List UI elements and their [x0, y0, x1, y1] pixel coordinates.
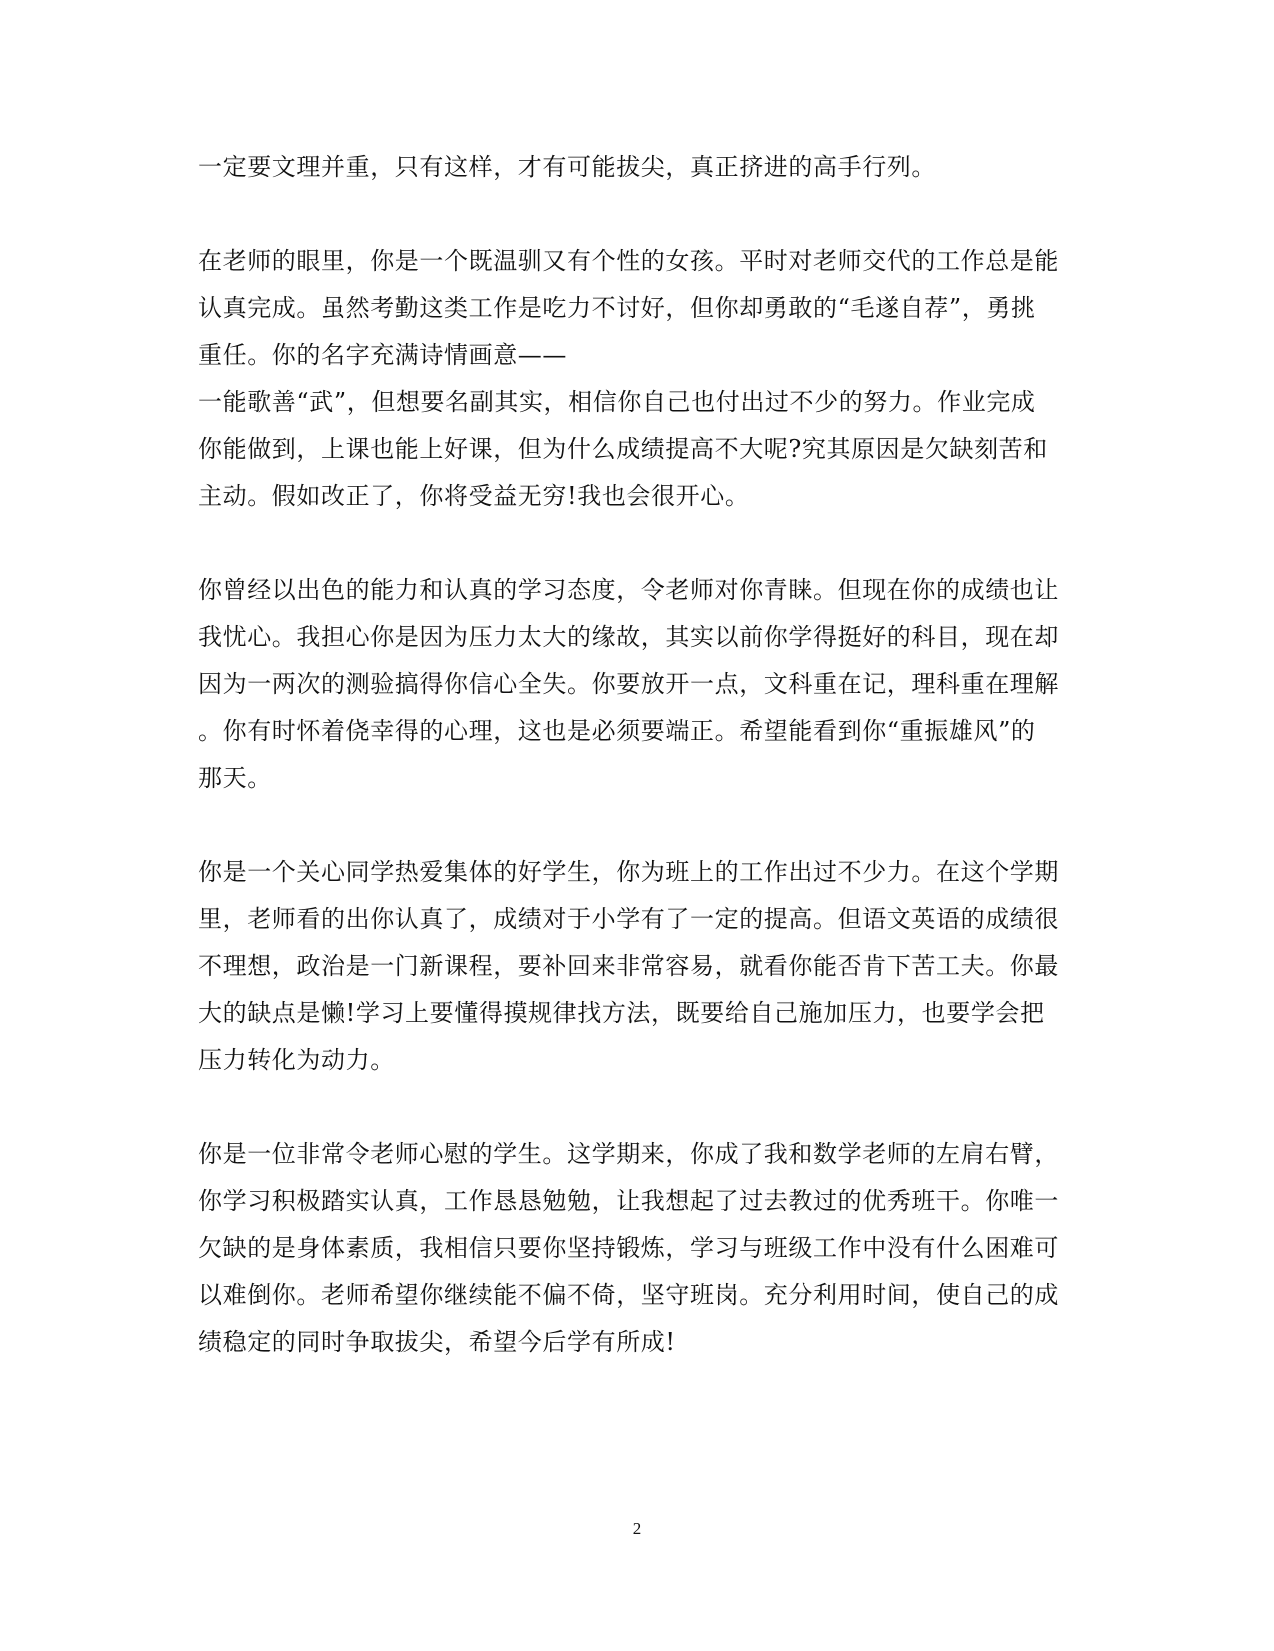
text-line: 那天。 — [198, 764, 272, 792]
text-line: 欠缺的是身体素质，我相信只要你坚持锻炼，学习与班级工作中没有什么困难可 — [198, 1234, 1059, 1262]
text-line: 里，老师看的出你认真了，成绩对于小学有了一定的提高。但语文英语的成绩很 — [198, 905, 1059, 933]
text-line: 一定要文理并重，只有这样，才有可能拔尖，真正挤进的高手行列。 — [198, 153, 936, 181]
text-line: 。你有时怀着侥幸得的心理，这也是必须要端正。希望能看到你“重振雄风”的 — [198, 717, 1036, 745]
text-line: 不理想，政治是一门新课程，要补回来非常容易，就看你能否肯下苦工夫。你最 — [198, 952, 1059, 980]
text-line: 我忧心。我担心你是因为压力太大的缘故，其实以前你学得挺好的科目，现在却 — [198, 623, 1059, 651]
text-line: 你是一个关心同学热爱集体的好学生，你为班上的工作出过不少力。在这个学期 — [198, 858, 1059, 886]
text-line: 以难倒你。老师希望你继续能不偏不倚，坚守班岗。充分利用时间，使自己的成 — [198, 1281, 1059, 1309]
text-line: 你曾经以出色的能力和认真的学习态度，令老师对你青睐。但现在你的成绩也让 — [198, 576, 1059, 604]
text-line: 认真完成。虽然考勤这类工作是吃力不讨好，但你却勇敢的“毛遂自荐”，勇挑 — [198, 294, 1036, 322]
text-line: 你能做到，上课也能上好课，但为什么成绩提高不大呢?究其原因是欠缺刻苦和 — [198, 435, 1048, 463]
text-line: 大的缺点是懒!学习上要懂得摸规律找方法，既要给自己施加压力，也要学会把 — [198, 999, 1045, 1027]
text-line: 绩稳定的同时争取拔尖，希望今后学有所成! — [198, 1328, 676, 1356]
text-line: 主动。假如改正了，你将受益无穷!我也会很开心。 — [198, 482, 750, 510]
text-line: 你是一位非常令老师心慰的学生。这学期来，你成了我和数学老师的左肩右臂， — [198, 1140, 1059, 1168]
text-line: 你学习积极踏实认真，工作恳恳勉勉，让我想起了过去教过的优秀班干。你唯一 — [198, 1187, 1059, 1215]
text-line: 重任。你的名字充满诗情画意—— — [198, 341, 567, 369]
page-number: 2 — [632, 1519, 642, 1538]
text-line: 因为一两次的测验搞得你信心全失。你要放开一点，文科重在记，理科重在理解 — [198, 670, 1059, 698]
text-line: 一能歌善“武”，但想要名副其实，相信你自己也付出过不少的努力。作业完成 — [198, 388, 1036, 416]
text-line: 压力转化为动力。 — [198, 1046, 395, 1074]
text-line: 在老师的眼里，你是一个既温驯又有个性的女孩。平时对老师交代的工作总是能 — [198, 247, 1059, 275]
